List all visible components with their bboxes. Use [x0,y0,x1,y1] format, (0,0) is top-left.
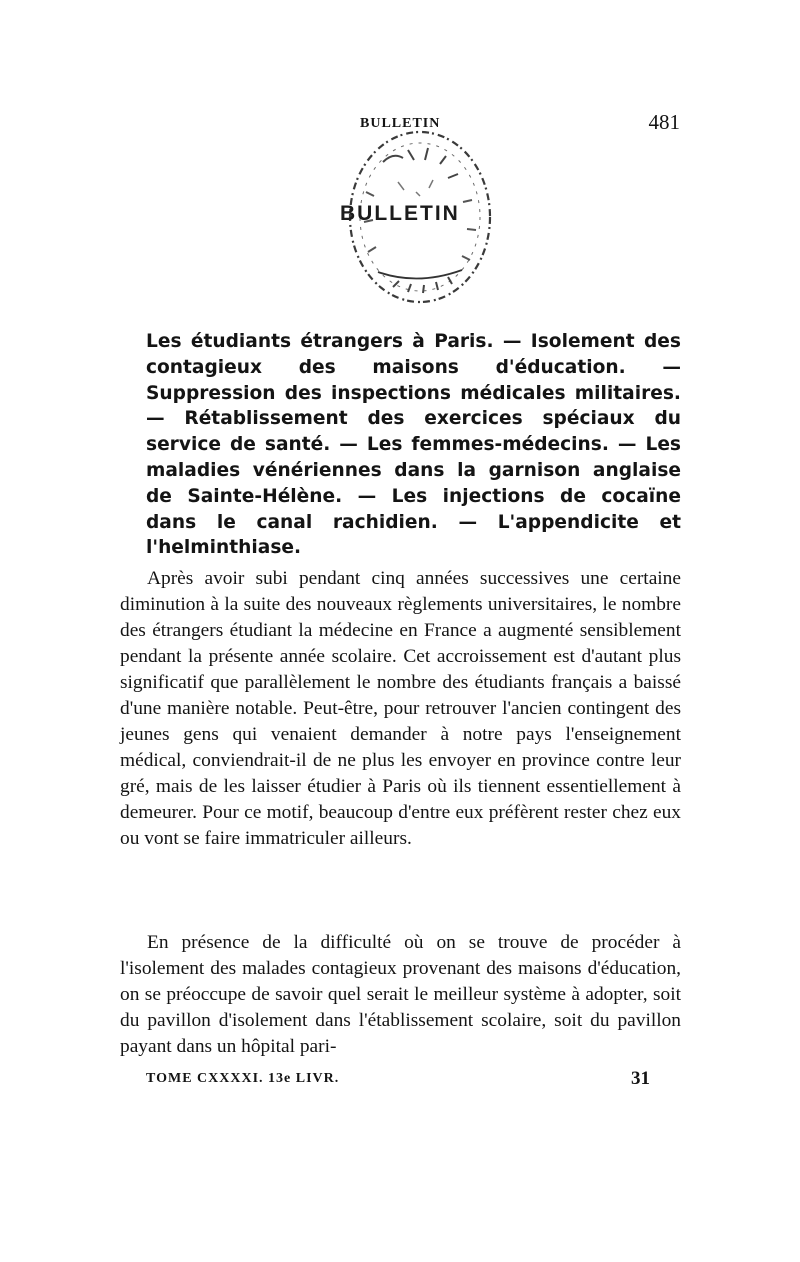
page-number: 481 [648,110,680,134]
running-title: BULLETIN [360,116,441,131]
library-stamp [338,122,498,312]
page-footer [146,1068,650,1092]
body-paragraph: Après avoir subi pendant cinq années successives une certaine diminution à la suite des nouveaux règlements universitaires, le nombre des étrangers étudiant la médecine en France a augmenté sensiblement pendant la présente année scolaire. Cet accroissement est d'autant plus significatif que parallèlement le nombre des étudiants français a baissé d'une manière notable. Peut-être, pour retrouver l'ancien contingent des jeunes gens qui venaient demander à notre pays l'enseignement médical, conviendrait-il de ne plus les envoyer en province contre leur gré, mais de les laisser étudier à Paris où ils tiennent essentiellement à demeurer. Pour ce motif, beaucoup d'entre eux préfèrent rester chez eux ou vont se faire immatriculer ailleurs. [120,568,681,849]
body-paragraph: En présence de la difficulté où on se trouve de procéder à l'isolement des malades contagieux provenant des maisons d'éducation, on se préoccupe de savoir quel serait le meilleur système à adopter, soit du pavillon d'isolement dans l'établissement scolaire, soit du pavillon payant dans un hôpital pari- [120,932,681,1057]
chapter-summary: Les étudiants étrangers à Paris. — Isolement des contagieux des maisons d'éducation. — Suppression des inspections médicales militaires. — Rétablissement des exercices spéciaux du service de santé. — Les femmes-médecins. — Les maladies vénériennes dans la garnison anglaise de Sainte-Hélène. — Les injections de cocaïne dans le canal rachidien. — L'appendicite et l'helminthiase. [146,331,681,559]
footer-signature: TOME CXXXXI. 13e LIVR. [146,1071,340,1086]
sheet-number: 31 [631,1068,650,1089]
stamp-label: BULLETIN [340,202,460,225]
